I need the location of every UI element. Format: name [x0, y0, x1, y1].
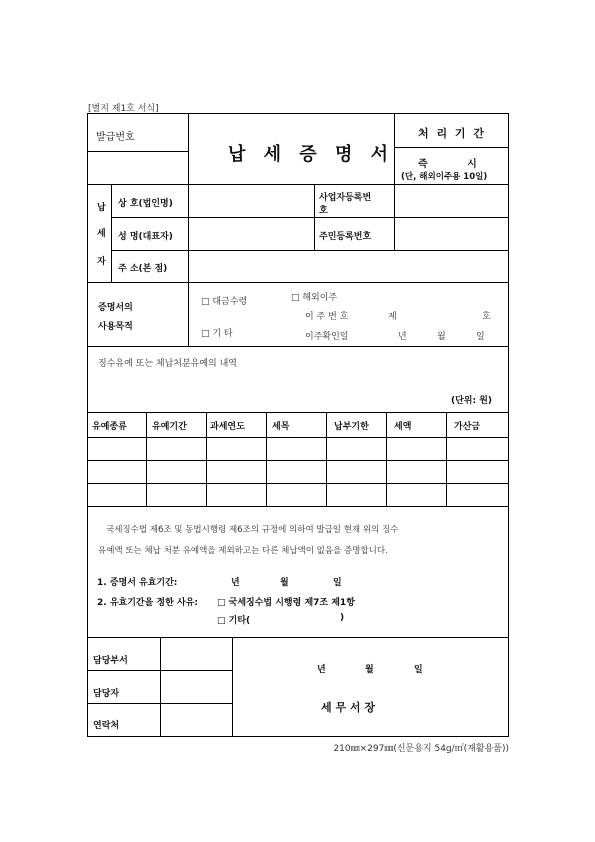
form-label: [별지 제1호 서식] [88, 104, 159, 114]
table-column-border [446, 412, 447, 506]
validity-label: 1. 증명서 유효기간: [97, 578, 178, 588]
emigration-no-je: 제 [388, 312, 397, 322]
table-column-border [146, 412, 147, 506]
taxpayer-side-label-2: 세 [97, 229, 106, 239]
processing-period-label: 처 리 기 간 [418, 127, 486, 140]
validity-year: 년 [231, 578, 240, 588]
emigration-confirm-day: 일 [476, 332, 485, 342]
divider [232, 638, 233, 736]
immediate-label: 즉 시 [418, 159, 477, 170]
staff-label: 담당자 [93, 689, 120, 699]
purpose-option-emigration[interactable]: □ 해외이주 [291, 293, 338, 303]
issue-date-year: 년 [317, 665, 326, 675]
resident-reg-no-label: 주민등록번호 [319, 232, 372, 242]
section-divider [88, 637, 508, 638]
deferral-note: 징수유예 또는 체납처분유예의 내역 [98, 359, 237, 369]
address-label: 주 소(본 점) [118, 264, 168, 274]
staff-field[interactable] [161, 671, 232, 703]
reason-option-enforcement-decree[interactable]: □ 국세징수법 시행령 제7조 제1항 [217, 598, 355, 608]
table-column-border [206, 412, 207, 506]
company-name-label: 상 호(법인명) [118, 199, 173, 209]
tax-payment-certificate-form [87, 113, 509, 737]
section-divider [88, 506, 508, 507]
validity-day: 일 [333, 578, 342, 588]
page-title: 납 세 증 명 서 [228, 144, 395, 165]
emigration-confirm-month: 월 [437, 332, 446, 342]
table-header-deferral-period: 유예기간 [152, 422, 187, 432]
table-header-tax-amount: 세액 [394, 422, 412, 432]
section-divider [88, 282, 508, 283]
address-field[interactable] [189, 251, 508, 282]
department-label: 담당부서 [93, 656, 128, 666]
reason-option-other-close: ) [340, 613, 345, 623]
issue-no-field[interactable] [88, 152, 188, 184]
table-row[interactable] [88, 484, 508, 506]
table-column-border [386, 412, 387, 506]
company-name-field[interactable] [189, 185, 314, 217]
validity-month: 월 [280, 578, 289, 588]
deferral-details-field[interactable] [88, 368, 508, 394]
biz-reg-no-label-cont: 호 [319, 206, 328, 216]
divider [394, 114, 395, 185]
reason-option-other[interactable]: □ 기타( [217, 616, 251, 626]
contact-label: 연락처 [93, 721, 120, 731]
certification-line-1: 국세징수법 제6조 및 동법시행령 제6조의 규정에 의하여 발급일 현재 위의 징수 [106, 525, 399, 535]
divider [394, 147, 508, 148]
certification-line-2: 유예액 또는 체납 처분 유예액을 제외하고는 다른 체납액이 없음을 증명합니다. [98, 546, 388, 556]
issue-date-month: 월 [365, 665, 374, 675]
purpose-label-cont: 사용목적 [98, 322, 133, 332]
issue-date-day: 일 [414, 665, 423, 675]
paper-spec: 210㎜×297㎜(신문용지 54g/㎡(재활용품)) [333, 744, 509, 754]
representative-name-field[interactable] [189, 218, 314, 250]
table-top-border [88, 412, 508, 413]
purpose-option-other[interactable]: □ 기 타 [201, 329, 233, 339]
emigration-no-label: 이 주 번 호 [305, 312, 349, 322]
taxpayer-side-label-3: 자 [97, 257, 106, 267]
purpose-option-payment[interactable]: □ 대금수령 [201, 297, 248, 307]
department-field[interactable] [161, 638, 232, 670]
divider [188, 114, 189, 185]
table-row[interactable] [88, 438, 508, 460]
table-header-tax-item: 세목 [272, 422, 290, 432]
emigration-confirm-year: 년 [398, 332, 407, 342]
taxpayer-side-label-1: 납 [97, 203, 106, 213]
representative-name-label: 성 명(대표자) [118, 232, 173, 242]
tax-office-head: 세 무 서 장 [321, 701, 375, 714]
unit-label: (단위: 원) [451, 396, 493, 406]
biz-reg-no-field[interactable] [395, 185, 508, 217]
table-header-due-date: 납부기한 [334, 422, 369, 432]
purpose-label: 증명서의 [98, 303, 133, 313]
divider [188, 283, 189, 346]
issue-no-label: 발급번호 [96, 132, 135, 143]
immediate-note: (단, 해외이주용 10일) [401, 172, 488, 182]
contact-field[interactable] [161, 704, 232, 736]
table-header-deferral-type: 유예종류 [92, 422, 127, 432]
emigration-confirm-label: 이주확인일 [305, 332, 349, 342]
reason-label: 2. 유효기간을 정한 사유: [97, 598, 198, 608]
emigration-no-ho: 호 [482, 312, 491, 322]
table-header-tax-year: 과세연도 [210, 422, 245, 432]
divider [111, 185, 112, 282]
table-column-border [266, 412, 267, 506]
table-header-surcharge: 가산금 [454, 422, 481, 432]
biz-reg-no-label: 사업자등록번 [319, 193, 372, 203]
table-row[interactable] [88, 461, 508, 483]
table-column-border [326, 412, 327, 506]
resident-reg-no-field[interactable] [395, 218, 508, 250]
section-divider [88, 346, 508, 347]
